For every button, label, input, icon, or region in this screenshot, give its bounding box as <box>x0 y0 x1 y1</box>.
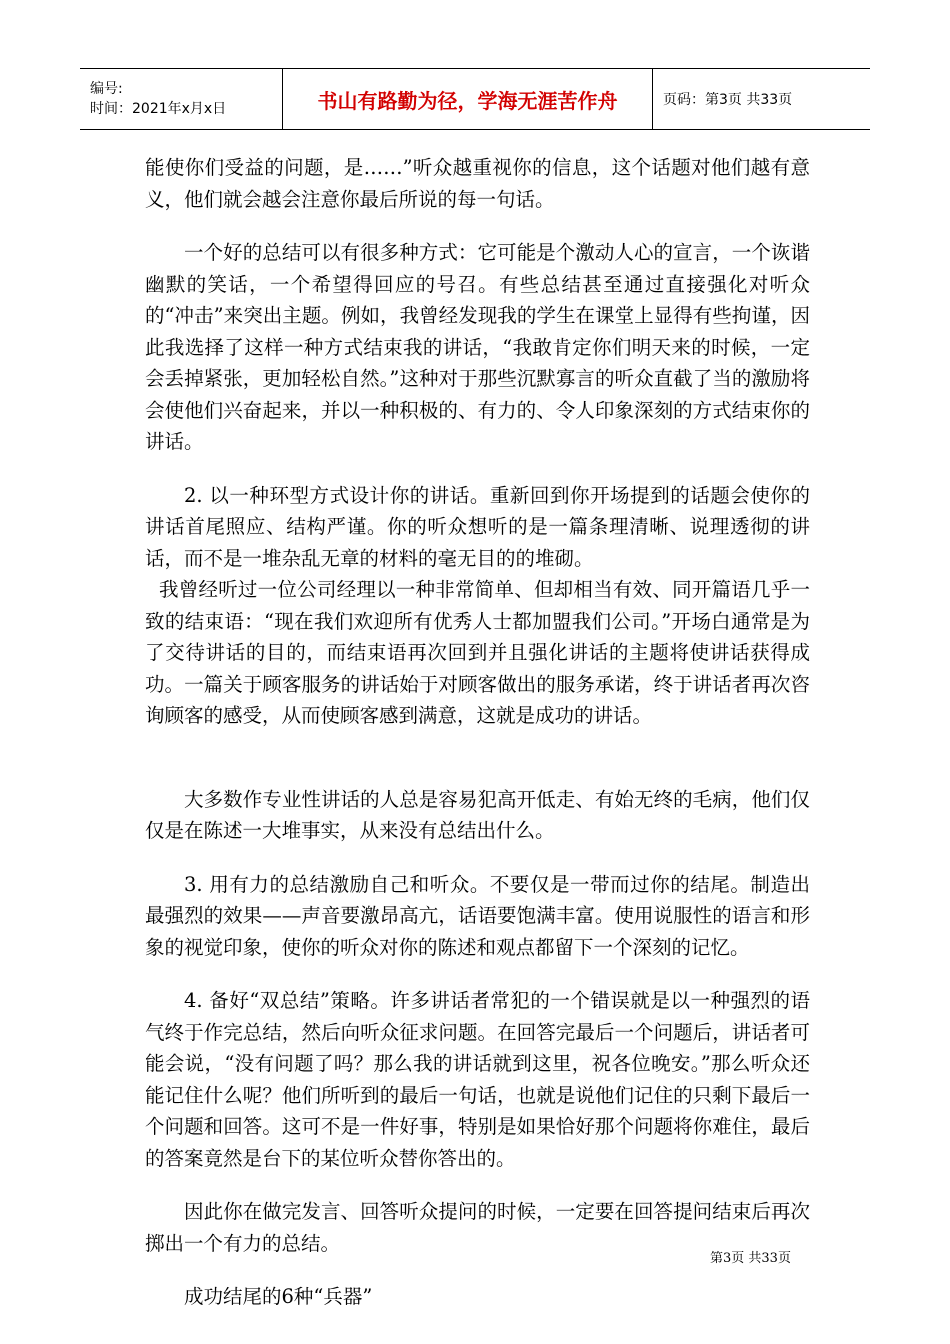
page-footer: 第3页 共33页 <box>710 1251 791 1266</box>
section-heading: 成功结尾的6种“兵器” <box>184 1285 373 1308</box>
header-meta <box>80 69 283 129</box>
date-line: 时间：2021年x月x日 <box>90 101 227 117</box>
paragraph: 能使你们受益的问题，是……”听众越重视你的信息，这个话题对他们越有意义，他们就会越会注意你最后所说的每一句话。 <box>145 156 810 211</box>
paragraph: 2. 以一种环型方式设计你的讲话。重新回到你开场提到的话题会使你的讲话首尾照应、结构严谨。你的听众想听的是一篇条理清晰、说理透彻的讲话，而不是一堆杂乱无章的材料的毫无目的的堆砌。 <box>145 483 810 570</box>
paragraph: 3. 用有力的总结激励自己和听众。不要仅是一带而过你的结尾。制造出最强烈的效果——声音要激昂高亢，话语要饱满丰富。使用说服性的语言和形象的视觉印象，使你的听众对你的陈述和观点都留下一个深刻的记忆。 <box>145 872 810 959</box>
paragraph: 大多数作专业性讲话的人总是容易犯高开低走、有始无终的毛病，他们仅仅是在陈述一大堆事实，从来没有总结出什么。 <box>145 787 810 842</box>
code-label: 编号: <box>90 81 123 97</box>
header-motto: 书山有路勤为径，学海无涯苦作舟 <box>283 69 653 129</box>
paragraph: 一个好的总结可以有很多种方式：它可能是个激动人心的宣言，一个诙谐幽默的笑话，一个希望得回应的号召。有些总结甚至通过直接强化对听众的“冲击”来突出主题。例如，我曾经发现我的学生在课堂上显得有些拘谨，因此我选择了这样一种方式结束我的讲话，“我敢肯定你们明天来的时候，一定会丢掉紧张，更加轻松自然。”这种对于那些沉默寡言的听众直截了当的激励将会使他们兴奋起来，并以一种积极的、有力的、令人印象深刻的方式结束你的讲话。 <box>145 241 810 453</box>
paragraph: 因此你在做完发言、回答听众提问的时候，一定要在回答提问结束后再次掷出一个有力的总结。 <box>145 1200 810 1255</box>
document-body <box>145 152 810 1313</box>
header-page-info: 页码：第3页 共33页 <box>663 92 793 108</box>
paragraph: 4. 备好“双总结”策略。许多讲话者常犯的一个错误就是以一种强烈的语气终于作完总结，然后向听众征求问题。在回答完最后一个问题后，讲话者可能会说，“没有问题了吗？那么我的讲话就到这里，祝各位晚安。”那么听众还能记住什么呢？他们所听到的最后一句话，也就是说他们记住的只剩下最后一个问题和回答。这可不是一件好事，特别是如果恰好那个问题将你难住，最后的答案竟然是台下的某位听众替你答出的。 <box>145 989 810 1170</box>
paragraph: 我曾经听过一位公司经理以一种非常简单、但却相当有效、同开篇语几乎一致的结束语：“现在我们欢迎所有优秀人士都加盟我们公司。”开场白通常是为了交待讲话的目的，而结束语再次回到并且强化讲话的主题将使讲话获得成功。一篇关于顾客服务的讲话始于对顾客做出的服务承诺，终于讲话者再次咨询顾客的感受，从而使顾客感到满意，这就是成功的讲话。 <box>145 578 810 727</box>
page-header <box>80 68 870 130</box>
